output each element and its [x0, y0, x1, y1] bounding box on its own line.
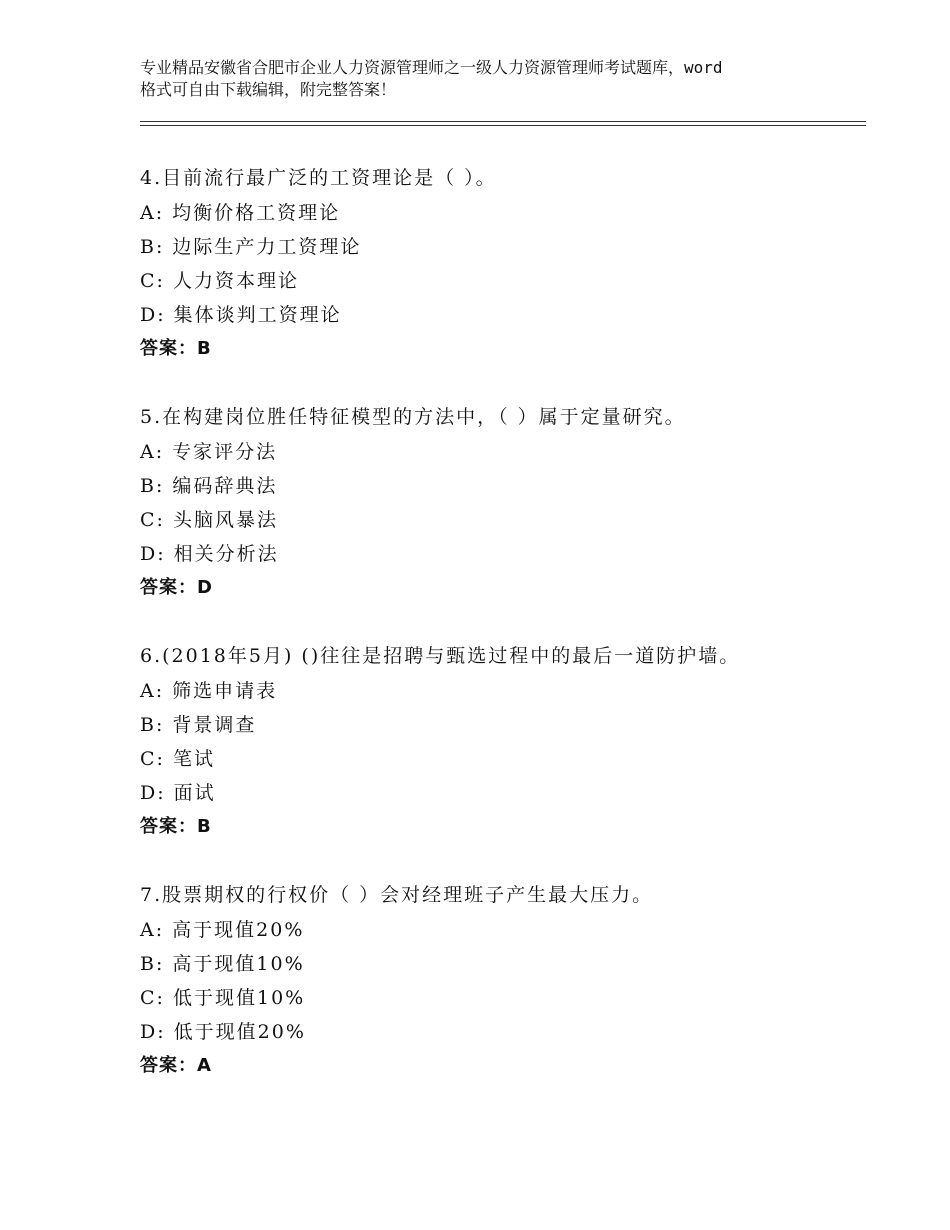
option-d: D: 集体谈判工资理论 [140, 304, 342, 326]
header-divider-top [140, 121, 866, 122]
document-header [140, 57, 840, 101]
question-stem: 6.(2018年5月) ()往往是招聘与甄选过程中的最后一道防护墙。 [140, 645, 741, 667]
option-b: B: 高于现值10% [140, 953, 305, 975]
option-a: A: 专家评分法 [140, 441, 278, 463]
option-a: A: 筛选申请表 [140, 680, 278, 702]
header-divider-bottom [140, 125, 866, 126]
question-6 [140, 638, 866, 877]
question-stem: 7.股票期权的行权价（ ）会对经理班子产生最大压力。 [140, 884, 654, 906]
option-c: C: 低于现值10% [140, 987, 306, 1009]
question-7 [140, 877, 866, 1116]
header-line-2: 格式可自由下载编辑，附完整答案！ [140, 80, 397, 99]
header-line-1: 专业精品安徽省合肥市企业人力资源管理师之一级人力资源管理师考试题库，word [140, 58, 723, 77]
option-c: C: 头脑风暴法 [140, 509, 278, 531]
option-c: C: 笔试 [140, 748, 215, 770]
option-d: D: 低于现值20% [140, 1021, 306, 1043]
option-b: B: 编码辞典法 [140, 475, 278, 497]
option-a: A: 均衡价格工资理论 [140, 202, 341, 224]
option-c: C: 人力资本理论 [140, 270, 299, 292]
question-list [140, 160, 866, 1116]
answer-label: 答案：B [140, 338, 212, 359]
question-5 [140, 399, 866, 638]
option-b: B: 边际生产力工资理论 [140, 236, 362, 258]
question-4 [140, 160, 866, 399]
answer-label: 答案：D [140, 577, 213, 598]
option-d: D: 相关分析法 [140, 543, 279, 565]
answer-label: 答案：A [140, 1055, 212, 1076]
option-a: A: 高于现值20% [140, 919, 305, 941]
answer-label: 答案：B [140, 816, 212, 837]
question-stem: 5.在构建岗位胜任特征模型的方法中，（ ）属于定量研究。 [140, 406, 686, 428]
option-d: D: 面试 [140, 782, 216, 804]
question-stem: 4.目前流行最广泛的工资理论是（ ）。 [140, 167, 497, 189]
option-b: B: 背景调查 [140, 714, 257, 736]
